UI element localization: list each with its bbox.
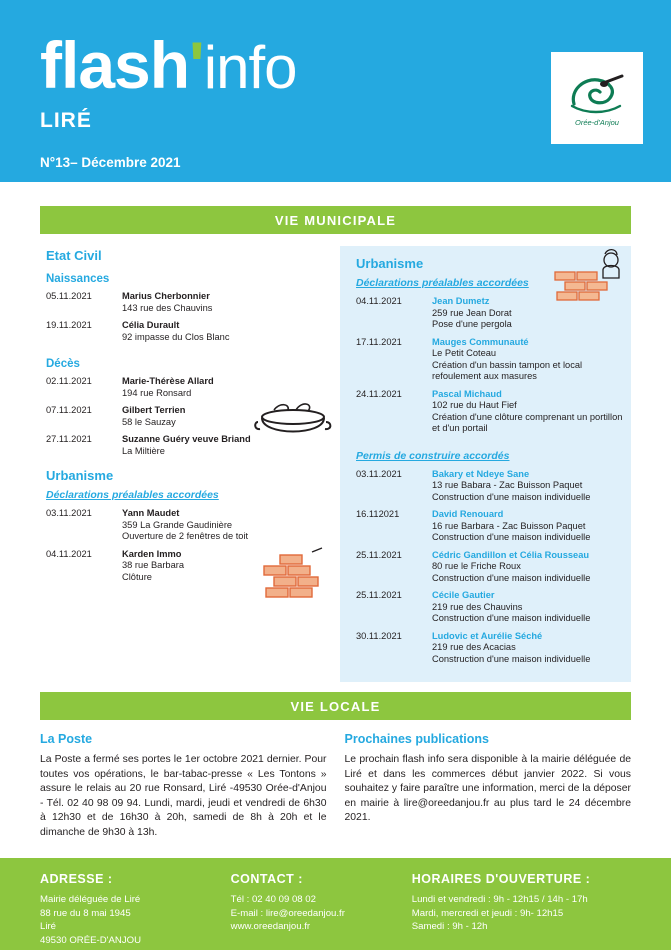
heading-etat-civil: Etat Civil <box>46 248 102 263</box>
entry-name: Marie-Thérèse Allard <box>122 376 214 386</box>
entry-name: Mauges Communauté <box>432 336 529 347</box>
table-row <box>356 508 627 549</box>
entry-line3: Construction d'une maison individuelle <box>432 572 591 583</box>
entry-line2: 359 La Grande Gaudinière <box>122 519 233 530</box>
entry-date: 25.11.2021 <box>356 549 402 560</box>
text-prochaines-publications: Le prochain flash info sera disponible à la mairie déléguée de Liré et dans les commerces début janvier 2022. Si vous souhaitez y faire paraître une information, merci de la déposer en mairie à lire@oreedanjou.fr au plus tard le 24 décembre 2021. <box>344 754 631 824</box>
banner-vie-locale: VIE LOCALE <box>40 692 631 720</box>
entry-date: 05.11.2021 <box>46 291 92 301</box>
entry-details <box>432 589 627 630</box>
table-declarations-right <box>356 295 627 440</box>
entry-name: Marius Cherbonnier <box>122 291 210 301</box>
entry-date: 16.112021 <box>356 509 400 519</box>
issue-number: N°13– Décembre 2021 <box>40 155 181 170</box>
entry-date: 30.11.2021 <box>356 630 402 641</box>
entry-line2: 38 rue Barbara <box>122 560 185 570</box>
entry-name: Célia Durault <box>122 320 180 330</box>
entry-date: 04.11.2021 <box>356 296 402 306</box>
entry-details <box>432 549 627 590</box>
footer-hours-title: HORAIRES D'OUVERTURE : <box>411 872 591 886</box>
cooking-pot-icon <box>254 398 332 446</box>
entry-name: Suzanne Guéry veuve Briand <box>122 434 251 444</box>
entry-details <box>432 336 627 388</box>
entry-line3: Création d'une clôture comprenant un portillon et d'un portail <box>432 411 623 433</box>
table-permis <box>356 468 627 671</box>
text-la-poste: La Poste a fermé ses portes le 1er octobre 2021 dernier. Pour toutes vos opérations, le bar-tabac-presse « Les Tontons » assure le relais au 20 rue Ronsard, Liré -49530 Orée-d'Anjou - Tél. 02 40 98 09 94. Lundi, mardi, jeudi et vendredi de 6h30 à 12h30 et de 16h30 à 20h, samedi de 8h à 20h et le dimanche de 9h30 à 13h. <box>40 754 327 838</box>
entry-date: 04.11.2021 <box>46 548 92 559</box>
entry-line2: Le Petit Coteau <box>432 348 497 358</box>
footer-hours-line: Lundi et vendredi : 9h - 12h15 / 14h - 17h <box>411 894 588 905</box>
entry-line3: Clôture <box>122 571 152 582</box>
heading-urbanisme-left: Urbanisme <box>46 468 114 483</box>
entry-line2: 80 rue le Friche Roux <box>432 561 521 571</box>
entry-date: 02.11.2021 <box>46 376 92 386</box>
entry-date: 03.11.2021 <box>356 468 402 479</box>
brick-wall-icon <box>260 546 326 598</box>
heading-la-poste: La Poste <box>40 732 93 746</box>
entry-details <box>432 388 627 440</box>
entry-name: Karden Immo <box>122 548 182 559</box>
entry-date: 25.11.2021 <box>356 590 402 600</box>
footer-address-title: ADRESSE : <box>40 872 113 886</box>
masthead-apostrophe: ' <box>189 28 204 102</box>
entry-line2: 16 rue Barbara - Zac Buisson Paquet <box>432 520 586 531</box>
mason-bricks-icon <box>553 248 627 304</box>
entry-name: Yann Maudet <box>122 508 180 518</box>
entry-line3: Construction d'une maison individuelle <box>432 613 591 623</box>
entry-line2: 58 le Sauzay <box>122 416 176 427</box>
heading-deces: Décès <box>46 358 80 370</box>
entry-line3: Construction d'une maison individuelle <box>432 491 591 502</box>
entry-date: 19.11.2021 <box>46 320 92 330</box>
entry-line2: 13 rue Babara - Zac Buisson Paquet <box>432 480 583 490</box>
footer-address-line: 49530 ORÉE-D'ANJOU <box>40 934 142 946</box>
crest-label: Orée-d'Anjou <box>575 117 619 127</box>
entry-date: 03.11.2021 <box>46 508 92 518</box>
footer-contact-title: CONTACT : <box>230 872 303 886</box>
footer-contact <box>231 872 412 950</box>
banner-vie-municipale: VIE MUNICIPALE <box>40 206 631 234</box>
footer-address <box>40 872 231 950</box>
footer-contact-phone: Tél : 02 40 09 08 02 <box>230 894 316 905</box>
footer-hours <box>412 872 631 950</box>
entry-name: Cécile Gautier <box>432 590 495 600</box>
entry-line2: La Miltière <box>122 445 165 456</box>
entry-details <box>122 507 340 548</box>
table-row <box>356 630 627 671</box>
heading-naissances: Naissances <box>46 273 110 285</box>
entry-line2: 194 rue Ronsard <box>122 387 192 398</box>
main-content <box>0 246 671 682</box>
entry-line2: 219 rue des Chauvins <box>432 601 523 612</box>
footer-hours-line: Samedi : 9h - 12h <box>411 921 488 932</box>
commune-name: LIRÉ <box>40 109 92 132</box>
entry-name: Bakary et Ndeye Sane <box>432 468 530 479</box>
heading-prochaines-publications: Prochaines publications <box>344 732 489 746</box>
commune-crest <box>551 52 643 144</box>
entry-name: Cédric Gandillon et Célia Rousseau <box>432 549 590 560</box>
table-row <box>46 290 340 319</box>
heading-urbanisme-right: Urbanisme <box>356 256 424 271</box>
footer-address-line: Liré <box>40 921 56 932</box>
entry-date: 24.11.2021 <box>356 388 402 399</box>
article-la-poste <box>40 732 327 841</box>
footer-contact-website[interactable]: www.oreedanjou.fr <box>230 921 311 932</box>
entry-name: Ludovic et Aurélie Séché <box>432 630 543 641</box>
table-naissances <box>46 290 340 348</box>
entry-details <box>432 630 627 671</box>
entry-date: 07.11.2021 <box>46 405 92 415</box>
entry-name: Gilbert Terrien <box>122 405 186 415</box>
entry-name: David Renouard <box>432 509 504 519</box>
table-row <box>356 388 627 440</box>
entry-line3: Construction d'une maison individuelle <box>432 653 591 664</box>
footer-contact-email[interactable]: E-mail : lire@oreedanjou.fr <box>230 907 345 919</box>
entry-date: 17.11.2021 <box>356 336 402 347</box>
footer-address-line: 88 rue du 8 mai 1945 <box>40 907 131 919</box>
entry-line3: Construction d'une maison individuelle <box>432 532 591 542</box>
entry-line2: 92 impasse du Clos Blanc <box>122 331 230 342</box>
entry-details <box>432 508 627 549</box>
subheading-declarations-left: Déclarations préalables accordées <box>46 489 219 501</box>
column-right <box>340 246 631 682</box>
entry-details <box>432 468 627 509</box>
subheading-declarations-right: Déclarations préalables accordées <box>356 277 529 289</box>
table-row <box>356 336 627 388</box>
table-row <box>356 549 627 590</box>
subheading-permis: Permis de construire accordés <box>356 449 510 462</box>
table-row <box>46 507 340 548</box>
page-footer <box>0 858 671 950</box>
crest-swan-icon <box>566 70 628 116</box>
entry-line3: Ouverture de 2 fenêtres de toit <box>122 531 249 541</box>
article-prochaines-publications <box>345 732 632 841</box>
table-row <box>356 589 627 630</box>
entry-line2: 259 rue Jean Dorat <box>432 307 512 318</box>
masthead-info: info <box>203 34 297 101</box>
column-left <box>40 246 340 682</box>
footer-address-line: Mairie déléguée de Liré <box>40 894 141 905</box>
entry-details <box>122 290 340 319</box>
table-row <box>46 319 340 348</box>
footer-hours-line: Mardi, mercredi et jeudi : 9h- 12h15 <box>411 907 564 919</box>
entry-line2: 219 rue des Acacias <box>432 642 516 652</box>
section-vie-locale <box>0 732 671 841</box>
entry-details <box>122 319 340 348</box>
table-row <box>356 468 627 509</box>
entry-date: 27.11.2021 <box>46 434 92 444</box>
entry-line2: 143 rue des Chauvins <box>122 302 213 313</box>
page-header <box>0 0 671 182</box>
entry-name: Jean Dumetz <box>432 296 490 306</box>
entry-line2: 102 rue du Haut Fief <box>432 400 517 410</box>
entry-line3: Création d'un bassin tampon et local refoulement aux masures <box>432 359 583 381</box>
entry-line3: Pose d'une pergola <box>432 319 512 329</box>
masthead-flash: flash <box>40 28 190 102</box>
entry-name: Pascal Michaud <box>432 388 502 399</box>
